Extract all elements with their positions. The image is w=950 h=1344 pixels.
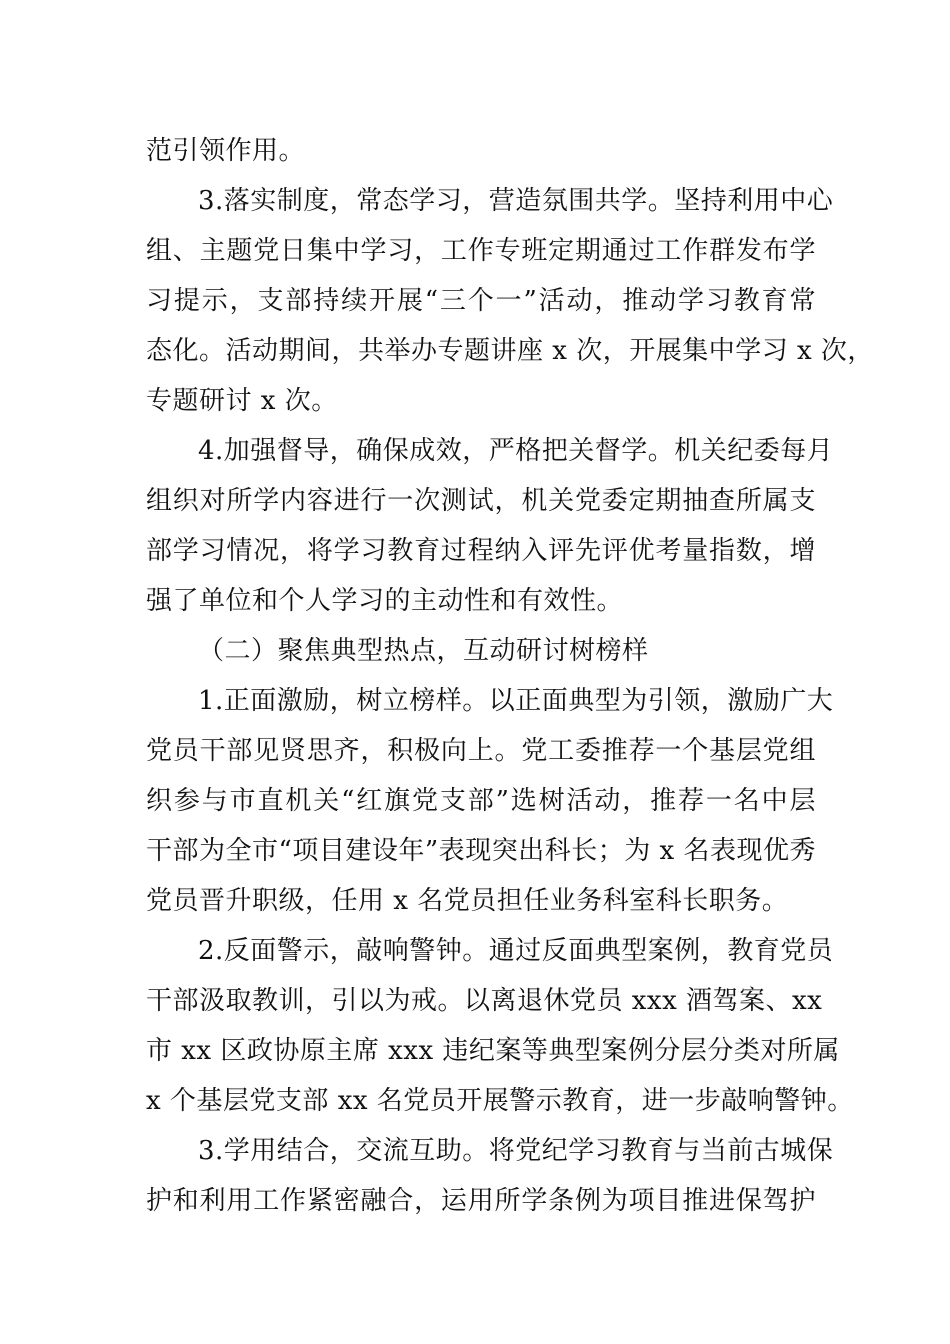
paragraph-line: 1.正面激励，树立榜样。以正面典型为引领，激励广大 [198, 686, 834, 716]
paragraph-line: 3.学用结合，交流互助。将党纪学习教育与当前古城保 [198, 1136, 834, 1166]
paragraph-line: 部学习情况，将学习教育过程纳入评先评优考量指数，增 [146, 536, 816, 566]
paragraph-line: 专题研讨 x 次。 [146, 386, 338, 416]
paragraph-line: 3.落实制度，常态学习，营造氛围共学。坚持利用中心 [198, 186, 834, 216]
paragraph-line: 市 xx 区政协原主席 xxx 违纪案等典型案例分层分类对所属 [146, 1036, 840, 1066]
paragraph-line: x 个基层党支部 xx 名党员开展警示教育，进一步敲响警钟。 [146, 1086, 854, 1116]
paragraph-line: 党员干部见贤思齐，积极向上。党工委推荐一个基层党组 [146, 736, 816, 766]
paragraph-line: 2.反面警示，敲响警钟。通过反面典型案例，教育党员 [198, 936, 834, 966]
paragraph-line: 组织对所学内容进行一次测试，机关党委定期抽查所属支 [146, 486, 816, 516]
paragraph-line: 组、主题党日集中学习，工作专班定期通过工作群发布学 [146, 236, 816, 266]
paragraph-line: 党员晋升职级，任用 x 名党员担任业务科室科长职务。 [146, 886, 789, 916]
section-heading: （二）聚焦典型热点，互动研讨树榜样 [198, 636, 649, 666]
paragraph-line: 强了单位和个人学习的主动性和有效性。 [146, 586, 624, 616]
paragraph-line: 干部汲取教训，引以为戒。以离退休党员 xxx 酒驾案、xx [146, 986, 823, 1016]
paragraph-line: 干部为全市“项目建设年”表现突出科长；为 x 名表现优秀 [146, 836, 816, 866]
paragraph-line: 4.加强督导，确保成效，严格把关督学。机关纪委每月 [198, 436, 834, 466]
paragraph-line: 习提示，支部持续开展“三个一”活动，推动学习教育常 [146, 286, 816, 316]
paragraph-line: 范引领作用。 [146, 136, 306, 166]
paragraph-line: 织参与市直机关“红旗党支部”选树活动，推荐一名中层 [146, 786, 816, 816]
paragraph-line: 态化。活动期间，共举办专题讲座 x 次，开展集中学习 x 次， [146, 336, 874, 366]
paragraph-line: 护和利用工作紧密融合，运用所学条例为项目推进保驾护 [146, 1186, 816, 1216]
